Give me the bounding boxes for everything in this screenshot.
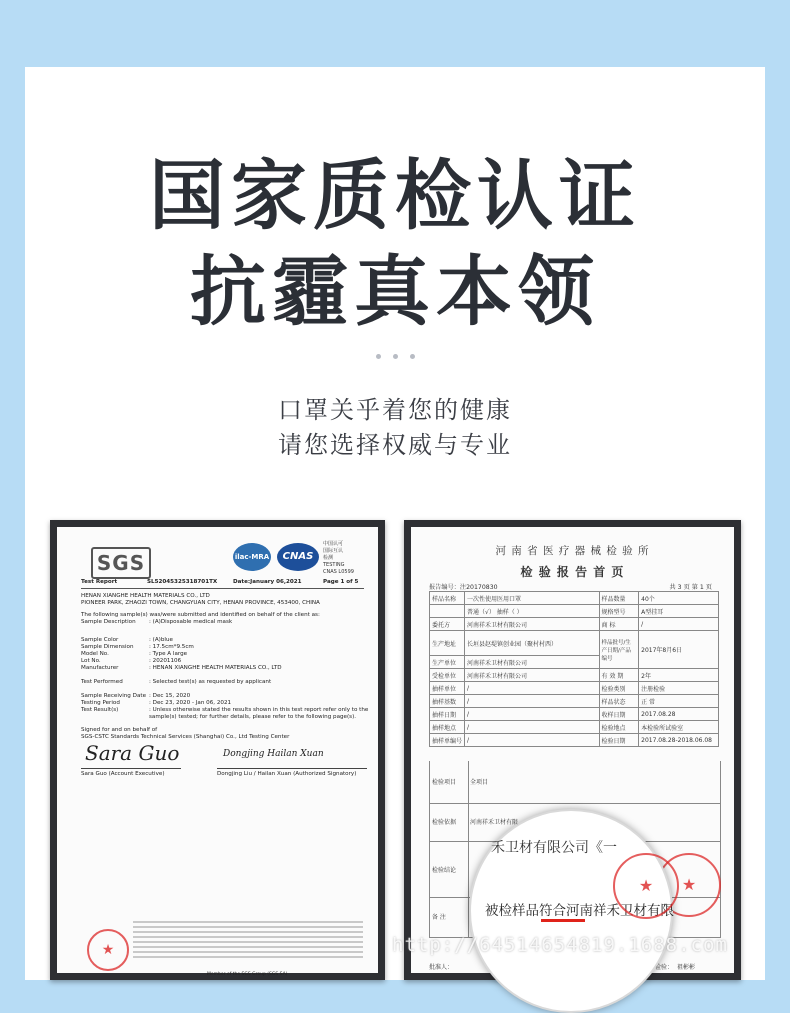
row-value: : HENAN XIANGHE HEALTH MATERIALS CO., LTD [149, 665, 282, 671]
red-seal: ★ [657, 853, 721, 917]
table-cell: 长垣县赵堤镇创业园（聚村村西） [465, 631, 600, 656]
checker-label: 检验： [655, 964, 674, 971]
row-label: Model No. [81, 651, 109, 657]
row-label: Test Performed [81, 679, 123, 685]
row-label: Sample Color [81, 637, 119, 643]
table-cell: 2017.08.28 [639, 708, 719, 721]
table-cell: 河南祥禾卫材有限公司 [465, 618, 600, 631]
table-cell: 样品状态 [599, 695, 639, 708]
report-title: 检 验 报 告 首 页 [520, 565, 625, 579]
client-company: HENAN XIANGHE HEALTH MATERIALS CO., LTD [81, 593, 210, 599]
items-row [429, 761, 721, 804]
checker-name: 祖彬彬 [677, 964, 696, 971]
table-cell: / [465, 721, 600, 734]
cnas-text-line: 中国认可 [323, 541, 344, 547]
report-pages: 共 3 页 第 1 页 [669, 584, 712, 591]
table-cell: A型挂耳 [639, 605, 719, 618]
row-value: : Dec 23, 2020 - Jan 06, 2021 [149, 700, 232, 706]
watermark-url: http://64514654819.1688.com [392, 934, 728, 956]
table-cell: / [465, 734, 600, 747]
row-label: Sample Receiving Date [81, 693, 147, 699]
table-cell: 2017年8月6日 [639, 631, 719, 669]
ilac-mra-logo: ilac-MRA [233, 543, 271, 571]
approver-label: 批准人： [429, 964, 454, 971]
table-cell: 委托方 [430, 618, 465, 631]
table-cell: / [465, 708, 600, 721]
dot [410, 354, 415, 359]
table-cell: 一次性使用医用口罩 [465, 592, 600, 605]
row-label: Sample Description [81, 619, 136, 625]
cnas-text [323, 541, 354, 576]
row-label: Lot No. [81, 658, 101, 664]
row-value: : 20201106 [149, 658, 182, 664]
signature-line-left [81, 768, 181, 769]
basis-value: 河南祥禾卫材有限 [470, 819, 519, 826]
row-label: Sample Dimension [81, 644, 134, 650]
table-cell: / [465, 682, 600, 695]
remarks-label: 备 注 [430, 897, 469, 937]
table-cell: 河南祥禾卫材有限公司 [465, 669, 600, 682]
table-cell: 有 效 期 [599, 669, 639, 682]
table-cell: 样品数量 [599, 592, 639, 605]
cnas-logo: CNAS [277, 543, 319, 571]
table-row [430, 734, 719, 747]
table-cell: 河南祥禾卫材有限公司 [465, 656, 600, 669]
table-row [430, 695, 719, 708]
table-cell: 普通（√） 抽样（ ） [465, 605, 600, 618]
table-row [430, 618, 719, 631]
red-underline [541, 919, 585, 922]
table-row [430, 631, 719, 656]
row-value: : Type A large [149, 651, 188, 657]
signature-left: Sara Guo [85, 741, 180, 765]
table-cell: 2年 [639, 669, 719, 682]
signature-right: Dongjing Hailan Xuan [223, 749, 324, 759]
table-row [430, 669, 719, 682]
items-value: 全项目 [470, 779, 489, 786]
table-cell: 规格型号 [599, 605, 639, 618]
table-cell: 抽样基数 [430, 695, 465, 708]
fine-print [133, 921, 363, 961]
signed-org: SGS-CSTC Standards Technical Services (Shanghai) Co., Ltd Testing Center [81, 734, 290, 740]
report-table [429, 591, 719, 747]
table-cell: 正 常 [639, 695, 719, 708]
signer-right: Dongjing Liu / Hailan Xuan (Authorized Signatory) [217, 771, 357, 777]
table-cell [430, 605, 465, 618]
report-number: SL52045325318701TX [147, 579, 218, 585]
row-value: sample(s) tested; for further details, please refer to the following page(s). [149, 714, 357, 720]
table-cell: 检验地点 [599, 721, 639, 734]
table-cell: 受检单位 [430, 669, 465, 682]
table-row [430, 592, 719, 605]
row-label: Manufacturer [81, 665, 119, 671]
table-cell: 注册检验 [639, 682, 719, 695]
table-cell: 样品批号/生产日期/产品编号 [599, 631, 639, 669]
cnas-text-line: 国际互认 [323, 548, 344, 554]
row-label: Test Result(s) [81, 707, 119, 713]
page-dots [0, 354, 790, 359]
report-number: 报告编号：注20170830 [429, 584, 498, 591]
row-value: : Dec 15, 2020 [149, 693, 191, 699]
henan-certificate-page [411, 527, 734, 973]
magnified-seal: ★ [613, 853, 679, 919]
cnas-text-line: CNAS L0599 [323, 569, 354, 575]
table-cell: 本检验所试验室 [639, 721, 719, 734]
items-label: 检验项目 [430, 761, 469, 803]
sgs-group-note: Member of the SGS Group (SGS SA) [207, 972, 288, 977]
table-row [430, 682, 719, 695]
table-cell: / [465, 695, 600, 708]
table-cell: 生产单位 [430, 656, 465, 669]
magnified-line-2: 被检样品符合河南祥禾卫材有限 [485, 903, 674, 919]
cnas-text-line: TESTING [323, 562, 345, 568]
institute-name: 河 南 省 医 疗 器 械 检 验 所 [495, 545, 650, 557]
test-report-label: Test Report [81, 579, 118, 585]
red-stamp: ★ [87, 929, 129, 971]
henan-certificate [404, 520, 741, 980]
row-value: : (A)Disposable medical mask [149, 619, 233, 625]
dot [393, 354, 398, 359]
table-cell: 检验日期 [599, 734, 639, 747]
cnas-text-line: 检测 [323, 555, 334, 561]
sgs-certificate-page [57, 527, 378, 977]
basis-label: 检验依据 [430, 803, 469, 841]
signature-line-right [217, 768, 367, 769]
table-cell: 抽样单编号 [430, 734, 465, 747]
table-cell: 样品名称 [430, 592, 465, 605]
headline-line-2: 抗霾真本领 [190, 247, 600, 336]
table-cell: 抽样地点 [430, 721, 465, 734]
report-date: Date:January 06,2021 [233, 579, 302, 585]
row-value: : Selected test(s) as requested by applicant [149, 679, 272, 685]
table-row [430, 721, 719, 734]
sgs-certificate [50, 520, 385, 980]
tagline-line-1: 口罩关乎着您的健康 [278, 396, 512, 424]
report-page: Page 1 of 5 [323, 579, 359, 585]
row-value: : Unless otherwise stated the results shown in this test report refer only to the [149, 707, 369, 713]
table-cell: 收样日期 [599, 708, 639, 721]
table-row [430, 605, 719, 618]
headline-line-1: 国家质检认证 [149, 151, 641, 240]
tagline-line-2: 请您选择权威与专业 [278, 431, 512, 459]
row-value: : (A)blue [149, 637, 173, 643]
table-cell: 抽样单位 [430, 682, 465, 695]
table-cell: 2017.08.28-2018.06.08 [639, 734, 719, 747]
client-address: PIONEER PARK, ZHAOZI TOWN, CHANGYUAN CITY, HENAN PROVINCE, 453400, CHINA [81, 600, 320, 606]
signer-left: Sara Guo (Account Executive) [81, 771, 165, 777]
conclusion-label: 检验结论 [430, 841, 469, 897]
signed-for: Signed for and on behalf of [81, 727, 158, 733]
table-cell: 40个 [639, 592, 719, 605]
table-row [430, 708, 719, 721]
table-cell: 检验类别 [599, 682, 639, 695]
row-label: Testing Period [81, 700, 120, 706]
dot [376, 354, 381, 359]
sgs-logo: SGS [91, 547, 151, 579]
table-cell: 生产地址 [430, 631, 465, 656]
magnifier-circle [469, 809, 673, 1013]
divider [81, 588, 364, 589]
table-cell: 抽样日期 [430, 708, 465, 721]
magnified-line-1: 禾卫材有限公司《一 [491, 840, 617, 856]
table-cell: 商 标 [599, 618, 639, 631]
intro-text: The following sample(s) was/were submitted and identified on behalf of the client as: [81, 612, 320, 618]
row-value: : 17.5cm*9.5cm [149, 644, 194, 650]
table-cell: / [639, 618, 719, 631]
